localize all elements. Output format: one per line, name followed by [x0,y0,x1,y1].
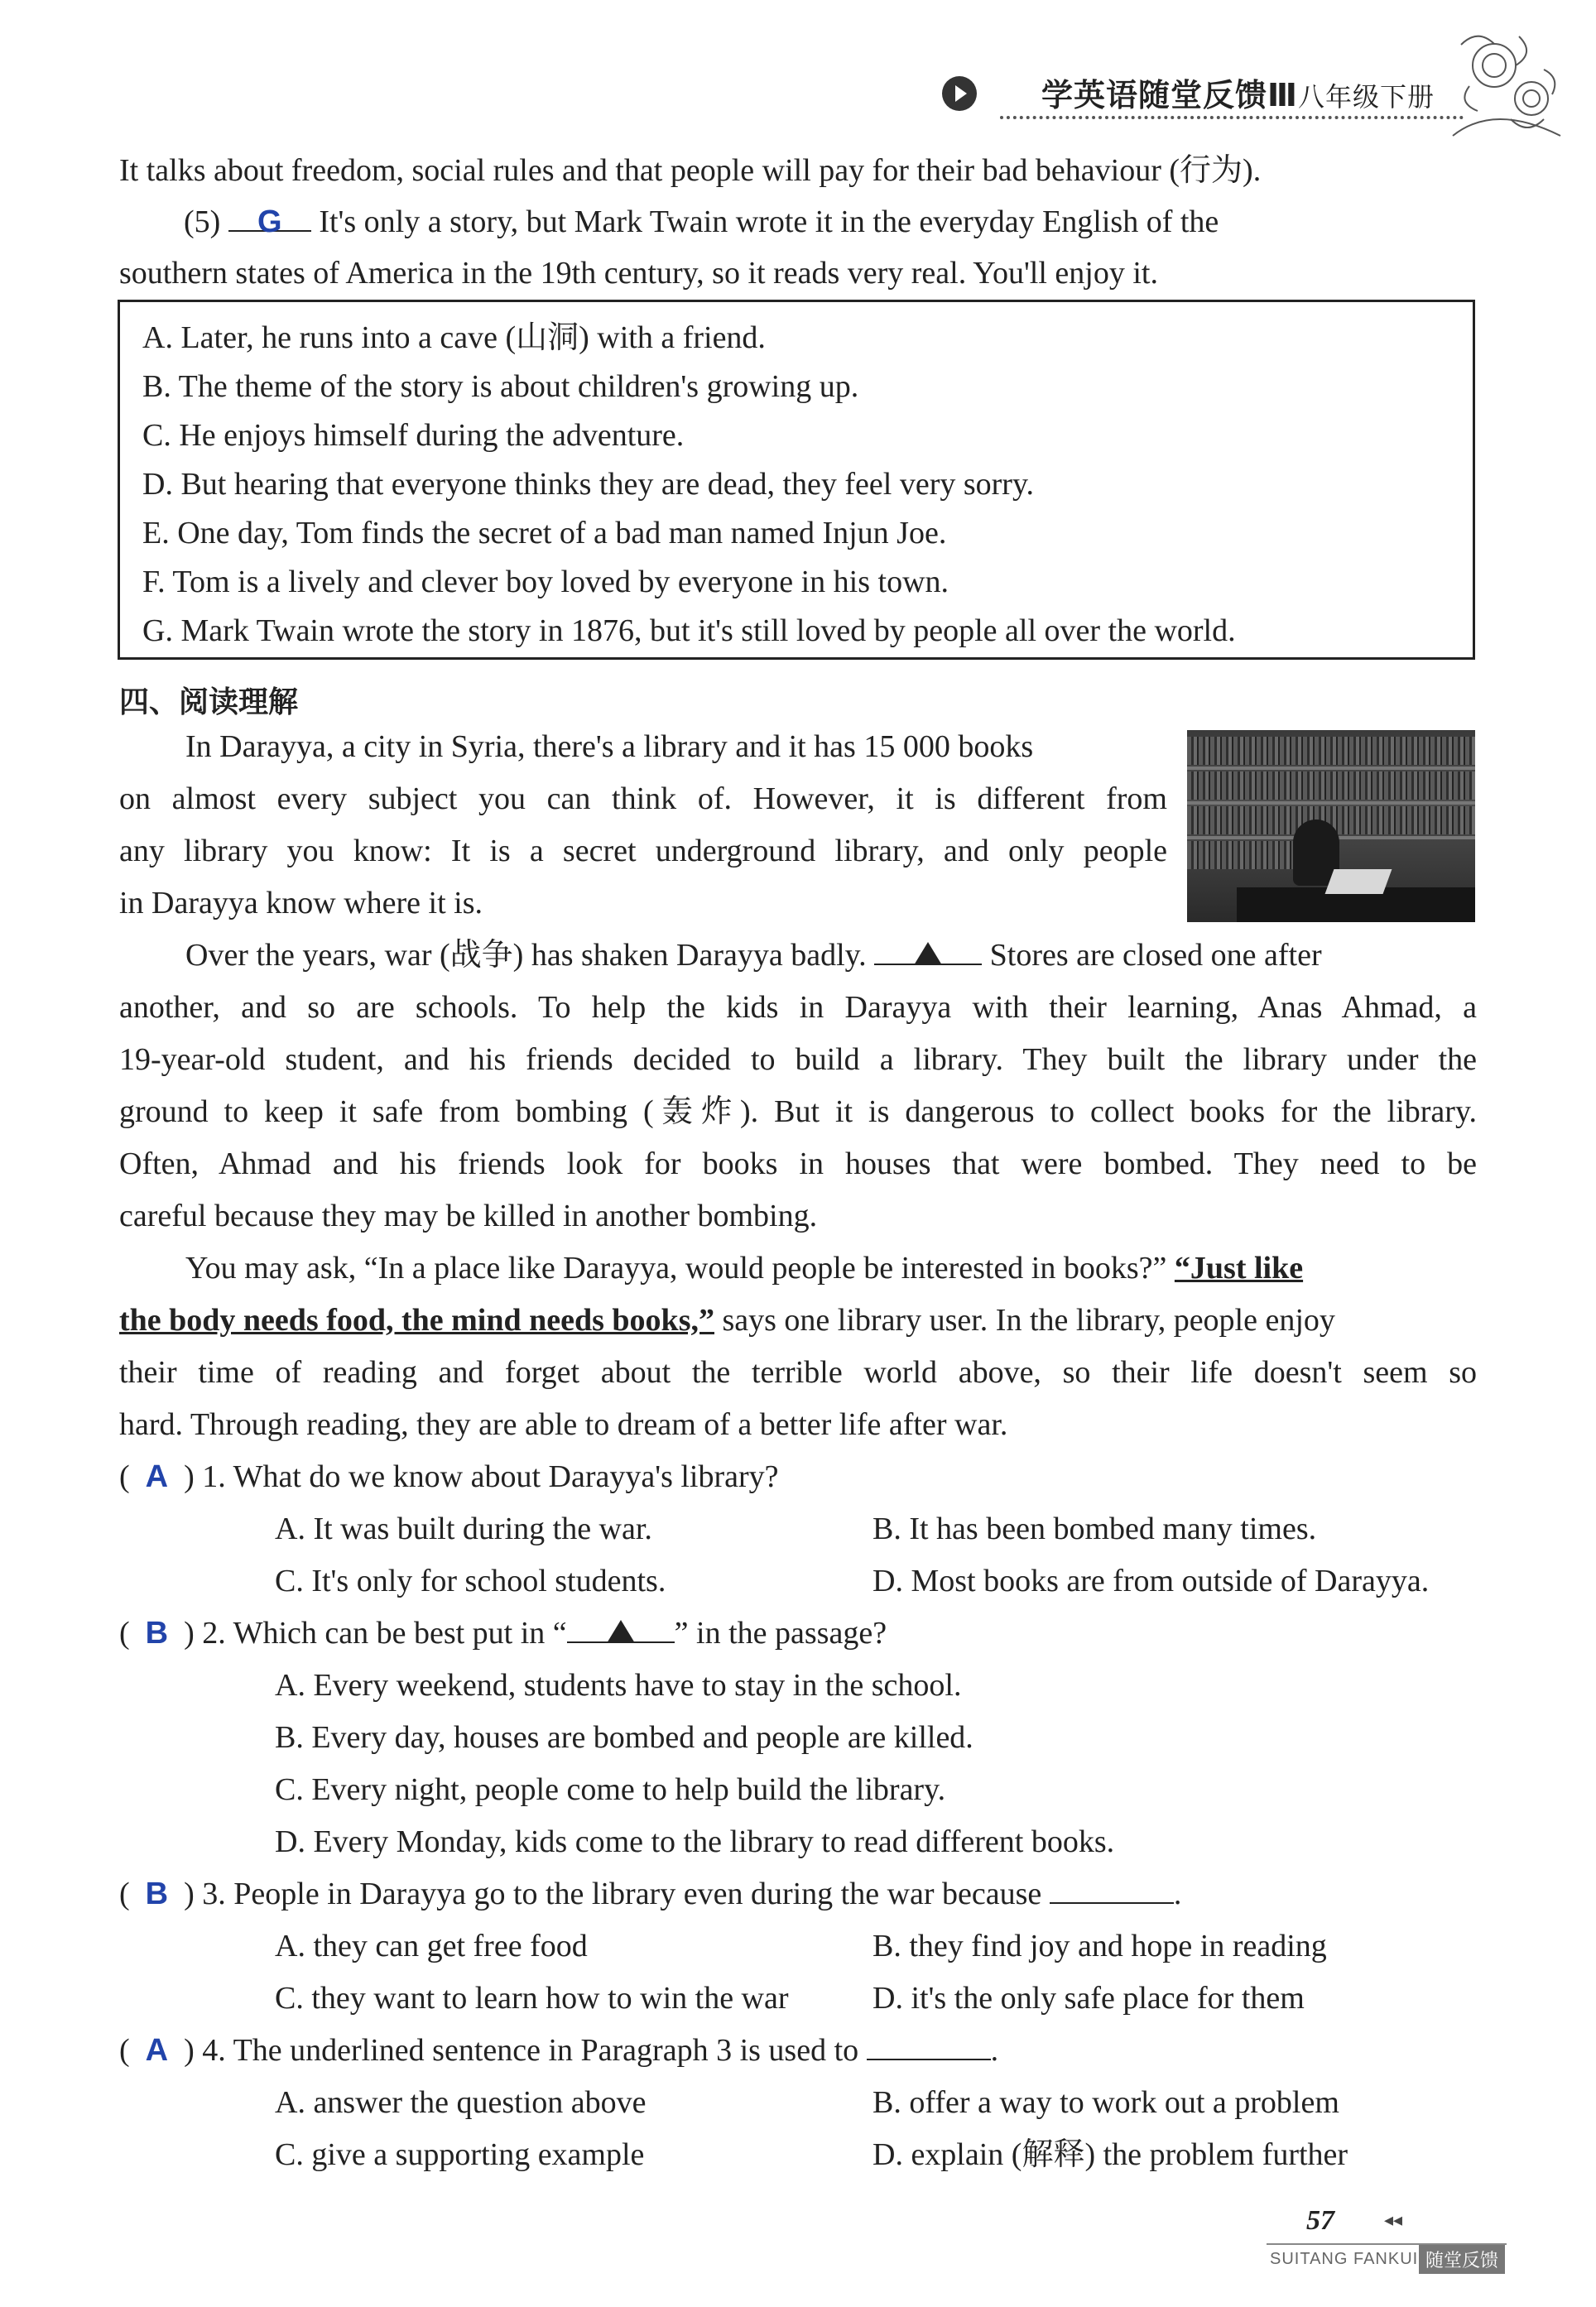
underlined-sentence-part-2: the body needs food, the mind needs books,” [119,1303,714,1338]
question-5-answer-blank[interactable] [228,202,311,239]
paragraph-3-after-underline: says one library user. In the library, people enjoy [722,1303,1335,1338]
question-1: ( A ) 1. What do we know about Darayya's library? [119,1459,779,1494]
triangle-blank-icon [607,1620,635,1643]
question-5-label: (5) [184,204,221,239]
question-2-option-c[interactable]: C. Every night, people come to help build the library. [275,1772,946,1807]
paragraph-3-start: You may ask, “In a place like Darayya, would people be interested in books?” [185,1251,1167,1286]
paragraph-2-start: Over the years, war (战争) has shaken Darayya badly. [185,938,867,973]
paragraph-1-line: In Darayya, a city in Syria, there's a library and it has 15 000 books [185,729,1034,764]
paragraph-2-line: 19-year-old student, and his friends decided to build a library. They built the library under the [119,1042,1477,1077]
question-1-answer[interactable]: A [145,1459,169,1494]
library-photo [1187,730,1475,922]
question-4-option-d[interactable]: D. explain (解释) the problem further [873,2137,1348,2172]
passage-blank[interactable] [874,935,982,965]
question-2-answer[interactable]: B [145,1616,169,1651]
paragraph-3-line: hard. Through reading, they are able to dream of a better life after war. [119,1407,1008,1442]
paragraph-3-line: their time of reading and forget about the terrible world above, so their life doesn't seem so [119,1355,1477,1390]
question-1-option-d[interactable]: D. Most books are from outside of Darayya. [873,1564,1430,1598]
question-1-option-a[interactable]: A. It was built during the war. [275,1512,652,1546]
double-arrow-icon: ◂◂ [1384,2210,1403,2231]
paragraph-1-line: in Darayya know where it is. [119,886,483,920]
question-1-option-b[interactable]: B. It has been bombed many times. [873,1512,1317,1546]
question-4-option-b[interactable]: B. offer a way to work out a problem [873,2085,1339,2120]
question-2: ( B ) 2. Which can be best put in “ ” in the passage? [119,1613,887,1653]
option-d: D. But hearing that everyone thinks they are dead, they feel very sorry. [142,467,1034,502]
paragraph-3-first-line [185,1248,1477,1288]
question-2-option-b[interactable]: B. Every day, houses are bombed and people are killed. [275,1720,973,1755]
question-3-stem: 3. People in Darayya go to the library even during the war because [202,1877,1042,1911]
question-1-stem: 1. What do we know about Darayya's library? [202,1459,779,1494]
question-1-option-c[interactable]: C. It's only for school students. [275,1564,666,1598]
option-b: B. The theme of the story is about children's growing up. [142,369,859,404]
option-e: E. One day, Tom finds the secret of a bad man named Injun Joe. [142,516,947,550]
question-2-option-d[interactable]: D. Every Monday, kids come to the library to read different books. [275,1824,1115,1859]
question-3-option-c[interactable]: C. they want to learn how to win the war [275,1981,789,2016]
question-3-option-d[interactable]: D. it's the only safe place for them [873,1981,1305,2016]
question-4-stem: 4. The underlined sentence in Paragraph 3 is used to [202,2033,859,2068]
paragraph-2-first-line [185,935,1477,975]
question-3-option-a[interactable]: A. they can get free food [275,1929,588,1963]
paragraph-2-line: careful because they may be killed in another bombing. [119,1199,818,1233]
question-2-option-a[interactable]: A. Every weekend, students have to stay in the school. [275,1668,962,1703]
header-dotted-rule [1000,116,1464,119]
question-3-option-b[interactable]: B. they find joy and hope in reading [873,1929,1327,1963]
paragraph-2-line: another, and so are schools. To help the kids in Darayya with their learning, Anas Ahmad, a [119,990,1477,1025]
play-circle-icon [942,76,977,111]
paragraph-2-line: ground to keep it safe from bombing (轰炸). But it is dangerous to collect books for the library. [119,1094,1477,1129]
option-f: F. Tom is a lively and clever boy loved by everyone in his town. [142,565,949,599]
question-5-line [184,202,1477,242]
triangle-blank-icon [914,942,942,965]
sunflower-decoration-icon [1445,20,1569,144]
paragraph-3-line [119,1300,1477,1340]
passage-line: It talks about freedom, social rules and that people will pay for their bad behaviour (行为). [119,153,1262,188]
footer-brand-badge: 随堂反馈 [1419,2245,1505,2274]
underlined-sentence-part-1: “Just like [1174,1251,1304,1286]
paragraph-1-line: any library you know: It is a secret underground library, and only people [119,834,1167,868]
question-5-text: It's only a story, but Mark Twain wrote it in the everyday English of the [319,204,1219,239]
question-3-blank [1050,1874,1174,1904]
option-c: C. He enjoys himself during the adventure. [142,418,685,453]
question-2-blank [567,1613,675,1643]
question-4-answer[interactable]: A [145,2033,169,2068]
paragraph-2-after-blank: Stores are closed one after [989,938,1322,973]
question-2-stem-end: ” in the passage? [674,1616,887,1651]
question-4-option-a[interactable]: A. answer the question above [275,2085,647,2120]
question-3: ( B ) 3. People in Darayya go to the library even during the war because . [119,1874,1181,1914]
passage-line: southern states of America in the 19th century, so it reads very real. You'll enjoy it. [119,256,1158,291]
paragraph-2-line: Often, Ahmad and his friends look for books in houses that were bombed. They need to be [119,1146,1477,1181]
question-4-blank [867,2031,991,2060]
question-2-stem-start: 2. Which can be best put in “ [202,1616,567,1651]
paragraph-1-line: on almost every subject you can think of. However, it is different from [119,781,1167,816]
question-5-answer: G [257,204,282,239]
question-3-answer[interactable]: B [145,1877,169,1911]
book-subtitle: 八年级下册 [1297,81,1435,113]
option-g: G. Mark Twain wrote the story in 1876, but it's still loved by people all over the world. [142,613,1236,648]
footer-brand-en: SUITANG FANKUI [1270,2250,1419,2268]
question-4-option-c[interactable]: C. give a supporting example [275,2137,645,2172]
book-title: 学英语随堂反馈Ⅲ八年级下册 [1041,77,1435,113]
option-a: A. Later, he runs into a cave (山洞) with a friend. [142,320,766,355]
page-number: 57 [1306,2205,1334,2236]
section-title: 四、阅读理解 [119,685,299,719]
question-4: ( A ) 4. The underlined sentence in Paragraph 3 is used to . [119,2031,998,2070]
